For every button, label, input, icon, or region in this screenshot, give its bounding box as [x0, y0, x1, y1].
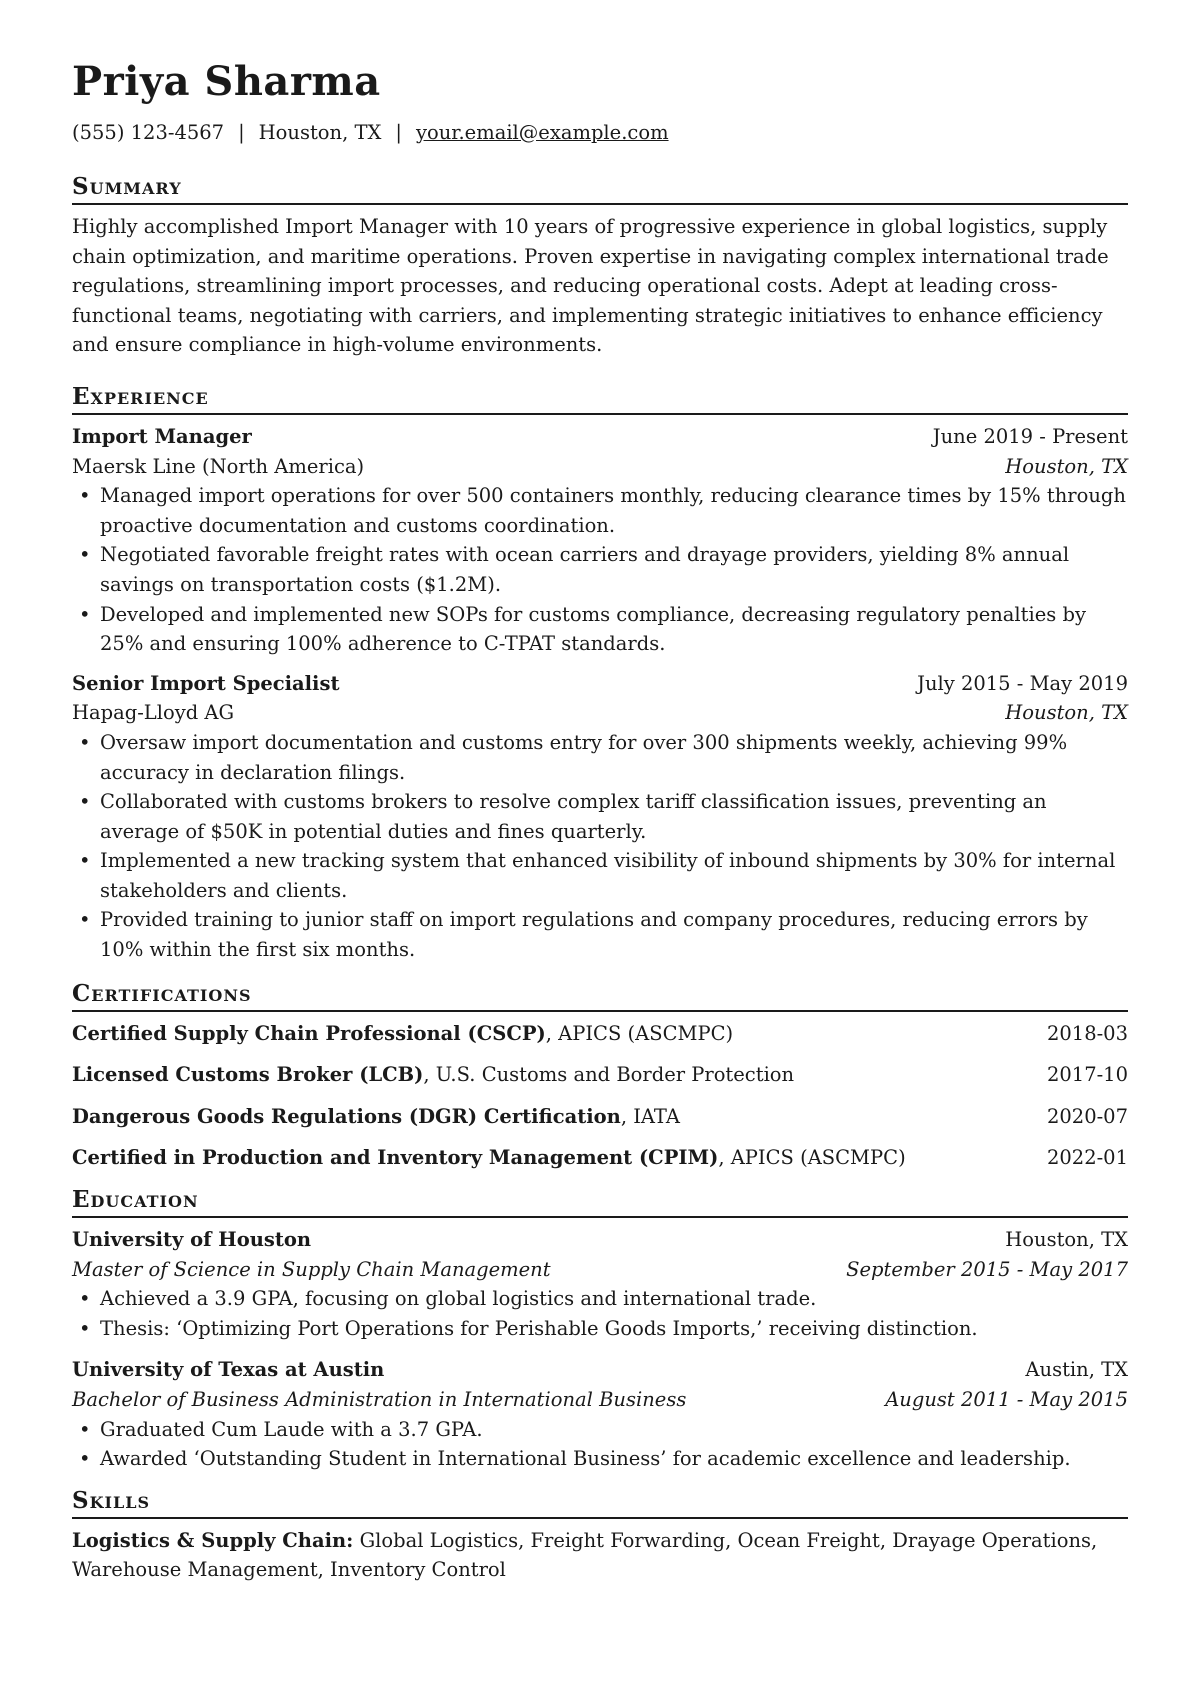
- skills-text: Global Logistics, Freight Forwarding, Ocean Freight, Drayage Operations, Warehouse Management, Inventory Control: [72, 1528, 1098, 1582]
- school-location: Austin, TX: [1025, 1358, 1128, 1382]
- section-title-summary: Summary: [72, 172, 1128, 205]
- contact-line: [72, 120, 1128, 146]
- cert-date: 2020-07: [1046, 1104, 1128, 1128]
- list-item: • Graduated Cum Laude with a 3.7 GPA.: [72, 1415, 1128, 1445]
- cert-date: 2022-01: [1046, 1146, 1128, 1170]
- job-bullets: [72, 481, 1128, 659]
- section-title-certifications: Certifications: [72, 979, 1128, 1012]
- cert-name: Licensed Customs Broker (LCB): [72, 1063, 424, 1087]
- cert-item: [72, 1060, 1128, 1090]
- candidate-name: Priya Sharma: [72, 58, 381, 105]
- job-location: Houston, TX: [1005, 701, 1128, 725]
- cert-issuer: , IATA: [620, 1104, 680, 1128]
- list-item: • Achieved a 3.9 GPA, focusing on global logistics and international trade.: [72, 1284, 1128, 1314]
- cert-name: Certified in Production and Inventory Management (CPIM): [72, 1146, 719, 1170]
- job-location: Houston, TX: [1005, 454, 1128, 478]
- section-title-education: Education: [72, 1185, 1128, 1218]
- education-dates: September 2015 - May 2017: [846, 1257, 1128, 1281]
- summary-section: [72, 172, 1128, 360]
- education-entry: [72, 1225, 1128, 1343]
- summary-text: Highly accomplished Import Manager with 10 years of progressive experience in global logistics, supply chain optimization, and maritime operations. Proven expertise in navigating complex international trade regulations, streamlining import processes, and reducing operational costs. Adept at leading cross-functional teams, negotiating with carriers, and implementing strategic initiatives to enhance efficiency and ensure compliance in high-volume environments.: [72, 215, 1109, 357]
- job-role: Import Manager: [72, 424, 252, 448]
- skills-line: [72, 1526, 1128, 1585]
- list-item: • Provided training to junior staff on import regulations and company procedures, reducing errors by 10% within the first six months.: [72, 905, 1128, 964]
- degree: Bachelor of Business Administration in International Business: [72, 1388, 687, 1411]
- list-item: • Collaborated with customs brokers to resolve complex tariff classification issues, preventing an average of $50K in potential duties and fines quarterly.: [72, 787, 1128, 846]
- skills-label: Logistics & Supply Chain:: [72, 1528, 354, 1552]
- degree: Master of Science in Supply Chain Management: [72, 1257, 551, 1281]
- list-item: • Negotiated favorable freight rates with ocean carriers and drayage providers, yielding 8% annual savings on transportation costs ($1.2M).: [72, 540, 1128, 599]
- school-name: University of Houston: [72, 1228, 312, 1252]
- job-company: Maersk Line (North America): [72, 454, 365, 478]
- list-item: • Developed and implemented new SOPs for customs compliance, decreasing regulatory penalties by 25% and ensuring 100% adherence to C-TPAT standards.: [72, 600, 1128, 659]
- education-entry: [72, 1355, 1128, 1473]
- email-link[interactable]: your.email@example.com: [415, 121, 669, 144]
- cert-name: Certified Supply Chain Professional (CSCP): [72, 1021, 546, 1045]
- resume-page: [72, 56, 1128, 1585]
- cert-item: [72, 1019, 1128, 1049]
- list-item: • Managed import operations for over 500 containers monthly, reducing clearance times by 15% through proactive documentation and customs coordination.: [72, 481, 1128, 540]
- school-name: University of Texas at Austin: [72, 1358, 385, 1382]
- phone-number: (555) 123-4567: [72, 121, 225, 144]
- list-item: • Oversaw import documentation and customs entry for over 300 shipments weekly, achieving 99% accuracy in declaration filings.: [72, 728, 1128, 787]
- list-item: • Awarded ‘Outstanding Student in International Business’ for academic excellence and leadership.: [72, 1444, 1128, 1474]
- list-item: • Implemented a new tracking system that enhanced visibility of inbound shipments by 30% for internal stakeholders and clients.: [72, 846, 1128, 905]
- section-title-experience: Experience: [72, 382, 1128, 415]
- cert-item: [72, 1143, 1128, 1173]
- cert-item: [72, 1102, 1128, 1132]
- job-company: Hapag-Lloyd AG: [72, 701, 235, 725]
- cert-name: Dangerous Goods Regulations (DGR) Certification: [72, 1104, 621, 1128]
- job-role: Senior Import Specialist: [72, 671, 340, 695]
- cert-issuer: , APICS (ASCMPC): [718, 1146, 906, 1170]
- job-entry: [72, 422, 1128, 659]
- cert-date: 2018-03: [1046, 1021, 1128, 1045]
- education-dates: August 2011 - May 2015: [885, 1388, 1128, 1411]
- experience-section: [72, 382, 1128, 965]
- job-entry: [72, 669, 1128, 965]
- job-dates: July 2015 - May 2019: [917, 671, 1128, 695]
- job-bullets: [72, 728, 1128, 965]
- cert-issuer: , APICS (ASCMPC): [545, 1021, 734, 1045]
- list-item: • Thesis: ‘Optimizing Port Operations for Perishable Goods Imports,’ receiving distinction.: [72, 1314, 1128, 1344]
- school-location: Houston, TX: [1005, 1228, 1128, 1252]
- cert-date: 2017-10: [1046, 1063, 1128, 1087]
- job-dates: June 2019 - Present: [932, 424, 1128, 448]
- section-title-skills: Skills: [72, 1486, 1128, 1519]
- certifications-section: [72, 979, 1128, 1173]
- skills-section: [72, 1486, 1128, 1585]
- education-bullets: [72, 1284, 1128, 1343]
- separator: |: [238, 121, 245, 144]
- cert-issuer: , U.S. Customs and Border Protection: [423, 1063, 795, 1087]
- location: Houston, TX: [258, 121, 382, 144]
- education-section: [72, 1185, 1128, 1474]
- education-bullets: [72, 1415, 1128, 1474]
- separator: |: [395, 121, 402, 144]
